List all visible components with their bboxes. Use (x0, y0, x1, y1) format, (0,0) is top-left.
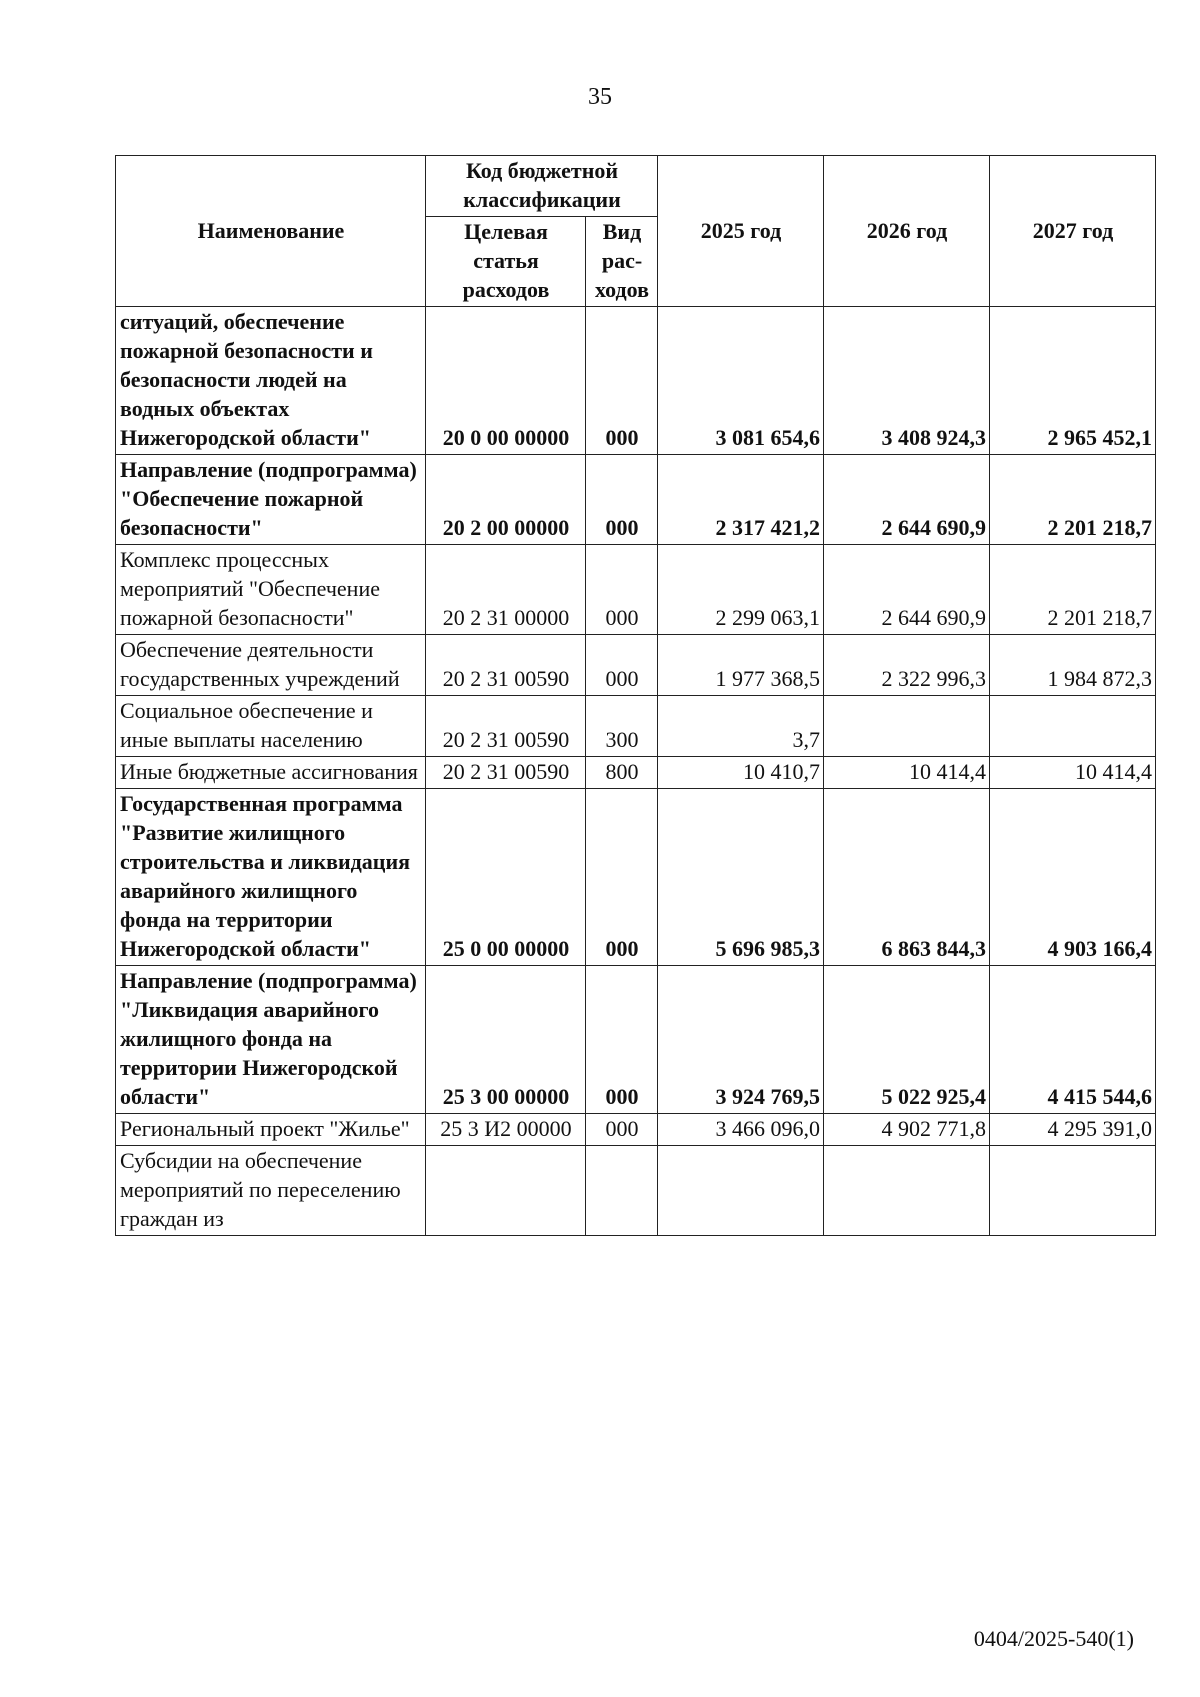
header-name: Наименование (116, 156, 426, 307)
row-value-2027 (990, 1146, 1156, 1236)
table-row (116, 966, 1156, 1114)
row-name: Иные бюджетные ассигнования (116, 757, 426, 789)
row-value-2025: 10 410,7 (658, 757, 824, 789)
table-row (116, 789, 1156, 966)
budget-table (115, 155, 1156, 1236)
row-value-2026 (824, 696, 990, 757)
row-target-code: 20 2 31 00000 (426, 545, 586, 635)
row-expense-type: 300 (586, 696, 658, 757)
row-value-2026 (824, 1146, 990, 1236)
row-value-2026: 5 022 925,4 (824, 966, 990, 1114)
row-value-2027: 10 414,4 (990, 757, 1156, 789)
row-name: Направление (подпрограмма) "Ликвидация аварийного жилищного фонда на территории Нижегородской области" (116, 966, 426, 1114)
row-value-2027: 2 201 218,7 (990, 455, 1156, 545)
row-expense-type (586, 1146, 658, 1236)
table-row (116, 696, 1156, 757)
row-value-2026: 2 322 996,3 (824, 635, 990, 696)
row-target-code: 25 0 00 00000 (426, 789, 586, 966)
row-name: Региональный проект "Жилье" (116, 1114, 426, 1146)
table-header (116, 156, 1156, 307)
row-value-2025: 1 977 368,5 (658, 635, 824, 696)
row-name: Государственная программа "Развитие жилищного строительства и ликвидация аварийного жилищного фонда на территории Нижегородской области" (116, 789, 426, 966)
row-value-2027: 4 295 391,0 (990, 1114, 1156, 1146)
row-value-2025: 2 299 063,1 (658, 545, 824, 635)
table-row (116, 545, 1156, 635)
row-value-2026: 4 902 771,8 (824, 1114, 990, 1146)
row-name: ситуаций, обеспечение пожарной безопасности и безопасности людей на водных объектах Нижегородской области" (116, 307, 426, 455)
row-target-code: 20 2 31 00590 (426, 696, 586, 757)
row-expense-type: 000 (586, 1114, 658, 1146)
table-row (116, 635, 1156, 696)
row-expense-type: 000 (586, 455, 658, 545)
row-value-2025: 5 696 985,3 (658, 789, 824, 966)
document-code: 0404/2025-540(1) (973, 1626, 1134, 1651)
row-value-2026: 6 863 844,3 (824, 789, 990, 966)
row-target-code (426, 1146, 586, 1236)
row-value-2027 (990, 696, 1156, 757)
row-value-2026: 2 644 690,9 (824, 455, 990, 545)
row-value-2027: 2 965 452,1 (990, 307, 1156, 455)
row-value-2025: 3 466 096,0 (658, 1114, 824, 1146)
row-name: Направление (подпрограмма) "Обеспечение пожарной безопасности" (116, 455, 426, 545)
row-name: Обеспечение деятельности государственных учреждений (116, 635, 426, 696)
header-target-article: Целевая статья расходов (426, 217, 586, 307)
row-value-2027: 1 984 872,3 (990, 635, 1156, 696)
row-value-2027: 4 903 166,4 (990, 789, 1156, 966)
row-value-2026: 2 644 690,9 (824, 545, 990, 635)
header-2025: 2025 год (658, 156, 824, 307)
row-value-2026: 3 408 924,3 (824, 307, 990, 455)
page-number: 35 (588, 84, 612, 110)
row-expense-type: 000 (586, 545, 658, 635)
row-target-code: 20 2 31 00590 (426, 635, 586, 696)
row-value-2025: 3,7 (658, 696, 824, 757)
row-value-2025: 3 924 769,5 (658, 966, 824, 1114)
row-expense-type: 000 (586, 635, 658, 696)
table-row (116, 455, 1156, 545)
row-value-2027: 4 415 544,6 (990, 966, 1156, 1114)
table-row (116, 307, 1156, 455)
row-target-code: 25 3 И2 00000 (426, 1114, 586, 1146)
header-2026: 2026 год (824, 156, 990, 307)
row-value-2025 (658, 1146, 824, 1236)
table-row (116, 1114, 1156, 1146)
row-target-code: 20 2 00 00000 (426, 455, 586, 545)
row-expense-type: 800 (586, 757, 658, 789)
row-name: Комплекс процессных мероприятий "Обеспечение пожарной безопасности" (116, 545, 426, 635)
row-target-code: 20 0 00 00000 (426, 307, 586, 455)
table-row (116, 1146, 1156, 1236)
row-name: Субсидии на обеспечение мероприятий по переселению граждан из (116, 1146, 426, 1236)
row-value-2027: 2 201 218,7 (990, 545, 1156, 635)
row-value-2026: 10 414,4 (824, 757, 990, 789)
row-name: Социальное обеспечение и иные выплаты населению (116, 696, 426, 757)
table-body (116, 307, 1156, 1236)
header-kbk: Код бюджетной классификации (426, 156, 658, 217)
row-expense-type: 000 (586, 966, 658, 1114)
row-expense-type: 000 (586, 789, 658, 966)
row-target-code: 25 3 00 00000 (426, 966, 586, 1114)
row-expense-type: 000 (586, 307, 658, 455)
row-value-2025: 3 081 654,6 (658, 307, 824, 455)
row-target-code: 20 2 31 00590 (426, 757, 586, 789)
table-row (116, 757, 1156, 789)
header-2027: 2027 год (990, 156, 1156, 307)
header-expense-type: Вид рас-ходов (586, 217, 658, 307)
row-value-2025: 2 317 421,2 (658, 455, 824, 545)
